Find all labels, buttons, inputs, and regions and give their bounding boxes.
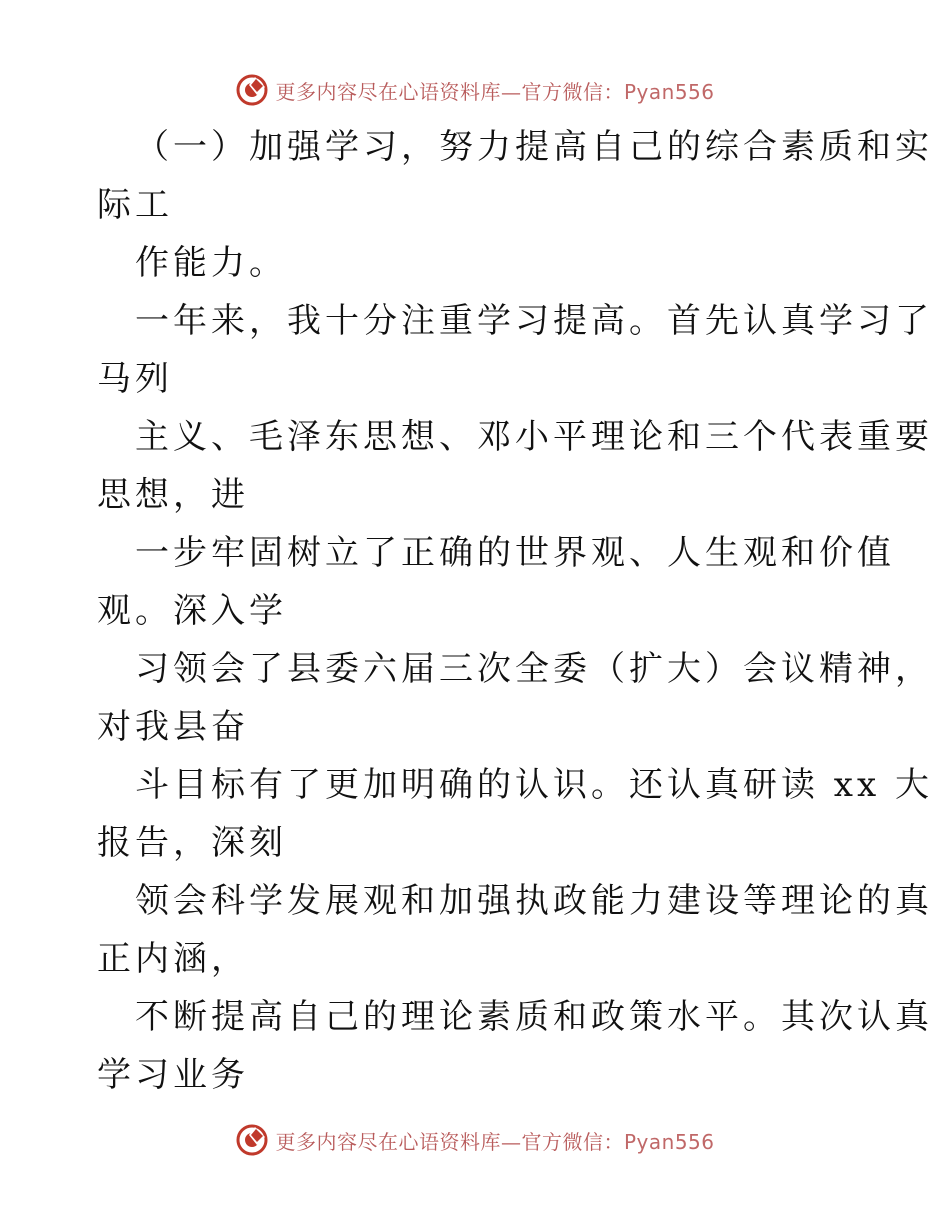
document-body <box>97 118 933 1104</box>
banner-text: 更多内容尽在心语资料库—官方微信：Pyan556 <box>275 1129 715 1154</box>
text-line: 思想，进 <box>97 475 249 515</box>
pen-logo-icon <box>235 73 269 107</box>
text-line: 斗目标有了更加明确的认识。还认真研读 xx 大 <box>135 765 933 805</box>
text-line: （一）加强学习，努力提高自己的综合素质和实 <box>135 127 933 167</box>
header-banner <box>0 70 950 110</box>
text-line: 领会科学发展观和加强执政能力建设等理论的真 <box>135 881 933 921</box>
text-line: 正内涵， <box>97 939 249 979</box>
wechat-id: Pyan556 <box>623 1129 715 1154</box>
text-line: 报告，深刻 <box>97 823 287 863</box>
text-line: 习领会了县委六届三次全委（扩大）会议精神， <box>135 649 933 689</box>
banner-text: 更多内容尽在心语资料库—官方微信：Pyan556 <box>275 79 715 104</box>
wechat-id: Pyan556 <box>623 79 715 104</box>
text-line: 一年来，我十分注重学习提高。首先认真学习了 <box>135 301 933 341</box>
text-line: 马列 <box>97 359 173 399</box>
text-line: 观。深入学 <box>97 591 287 631</box>
pen-logo-icon <box>235 1123 269 1157</box>
text-line: 学习业务 <box>97 1055 249 1095</box>
text-line: 不断提高自己的理论素质和政策水平。其次认真 <box>135 997 933 1037</box>
text-line: 主义、毛泽东思想、邓小平理论和三个代表重要 <box>135 417 933 457</box>
text-line: 际工 <box>97 185 173 225</box>
text-line: 对我县奋 <box>97 707 249 747</box>
footer-banner <box>0 1120 950 1160</box>
text-line: 一步牢固树立了正确的世界观、人生观和价值 <box>135 533 895 573</box>
text-line: 作能力。 <box>135 243 287 283</box>
